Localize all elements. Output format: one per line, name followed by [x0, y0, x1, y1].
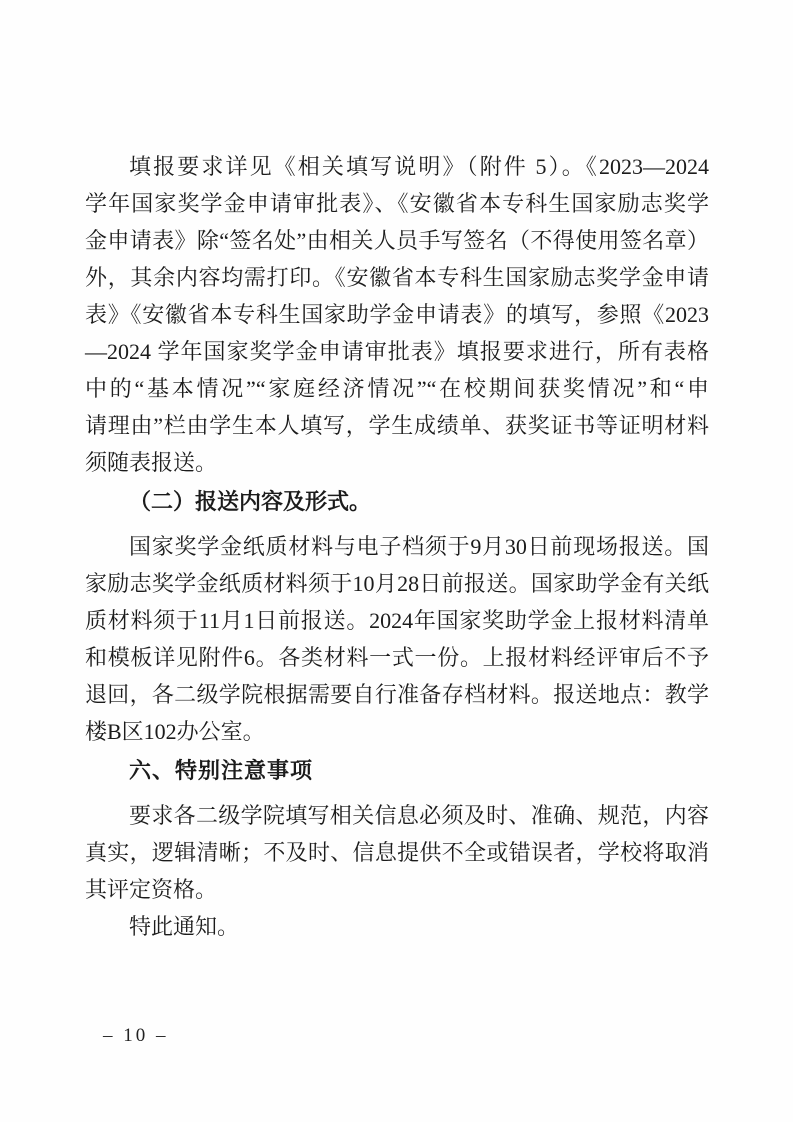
paragraph-line: 外，其余内容均需打印。《安徽省本专科生国家励志奖学金申请: [85, 265, 709, 290]
paragraph-line: 质材料须于11月1日前报送。2024年国家奖助学金上报材料清单: [85, 608, 709, 633]
paragraph-line: 国家奖学金纸质材料与电子档须于9月30日前现场报送。国: [129, 534, 709, 559]
paragraph-line: 学年国家奖学金申请审批表》、《安徽省本专科生国家励志奖学: [85, 191, 709, 216]
paragraph-line: 须随表报送。: [85, 450, 218, 475]
paragraph-line: 其评定资格。: [85, 877, 218, 902]
paragraph-line: —2024 学年国家奖学金申请审批表》填报要求进行，所有表格: [85, 339, 709, 364]
paragraph-line: 表》《安徽省本专科生国家助学金申请表》的填写，参照《2023: [85, 302, 709, 327]
document-body: [85, 148, 709, 945]
paragraph-submission-deadlines: [85, 528, 709, 750]
paragraph-special-notes: [85, 797, 709, 908]
subsection-heading-submission: （二）报送内容及形式。: [129, 489, 372, 514]
page-number: – 10 –: [103, 1025, 169, 1046]
closing-statement: 特此通知。: [129, 914, 240, 939]
paragraph-line: 家励志奖学金纸质材料须于10月28日前报送。国家助学金有关纸: [85, 571, 709, 596]
paragraph-line: 楼B区102办公室。: [85, 719, 265, 744]
section-heading-special-notes: 六、特别注意事项: [129, 758, 314, 783]
paragraph-fill-requirements: [85, 148, 709, 481]
paragraph-line: 和模板详见附件6。各类材料一式一份。上报材料经评审后不予: [85, 645, 709, 670]
paragraph-line: 退回，各二级学院根据需要自行准备存档材料。报送地点：教学: [85, 682, 709, 707]
paragraph-line: 真实，逻辑清晰；不及时、信息提供不全或错误者，学校将取消: [85, 840, 709, 865]
paragraph-line: 要求各二级学院填写相关信息必须及时、准确、规范，内容: [129, 803, 709, 828]
paragraph-line: 请理由”栏由学生本人填写，学生成绩单、获奖证书等证明材料: [85, 413, 709, 438]
paragraph-line: 填报要求详见《相关填写说明》（附件 5）。《2023—2024: [129, 154, 709, 179]
paragraph-line: 中的“基本情况”“家庭经济情况”“在校期间获奖情况”和“申: [85, 376, 709, 401]
paragraph-line: 金申请表》除“签名处”由相关人员手写签名（不得使用签名章）: [85, 228, 709, 253]
